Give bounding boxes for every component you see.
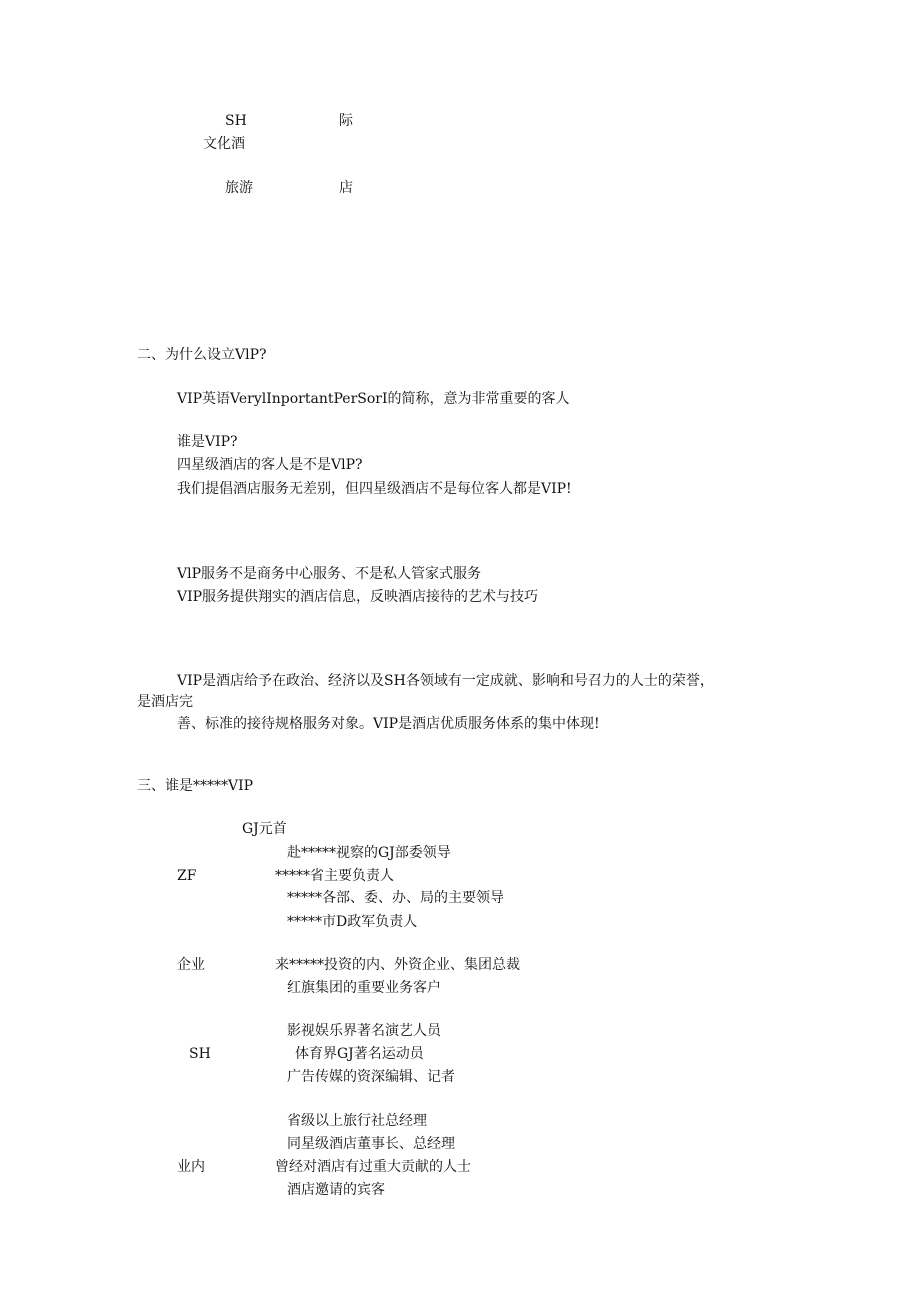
category-label-gov: ZF	[177, 868, 197, 884]
section-heading-why-vip: 二、为什么设立VlP?	[137, 347, 267, 363]
society-item: 广告传媒的资深编辑、记者	[287, 1069, 455, 1085]
question-who-is-vip: 谁是VIP?	[177, 434, 238, 450]
vip-paragraph-line-2: 是酒店完	[137, 694, 193, 710]
industry-item: 酒店邀请的宾客	[287, 1182, 385, 1198]
vip-paragraph-line-1: VIP是酒店给予在政治、经济以及SH各领域有一定成就、影响和号召力的人士的荣誉，	[177, 673, 714, 689]
category-label-society: SH	[189, 1046, 211, 1062]
gov-item: *****省主要负责人	[275, 868, 394, 884]
cover-text-sh: SH	[225, 113, 247, 129]
cover-text-tourism: 旅游	[225, 180, 253, 196]
question-four-star-guests: 四星级酒店的客人是不是VlP?	[177, 457, 363, 473]
industry-item: 省级以上旅行社总经理	[287, 1113, 427, 1129]
gov-item: 赴*****视察的GJ部委领导	[287, 845, 451, 861]
gov-item: *****各部、委、办、局的主要领导	[287, 890, 504, 906]
section-heading-who-is-vip: 三、谁是*****VIP	[137, 778, 254, 794]
vip-definition: VIP英语VerylInportantPerSorI的简称，意为非常重要的客人	[177, 391, 570, 407]
business-item: 红旗集团的重要业务客户	[287, 980, 441, 996]
cover-text-ji: 际	[339, 113, 353, 129]
business-item: 来*****投资的内、外资企业、集团总裁	[275, 957, 520, 973]
category-label-business: 企业	[177, 957, 205, 973]
industry-item: 曾经对酒店有过重大贡献的人士	[275, 1159, 471, 1175]
cover-text-culture-hotel: 文化酒	[203, 136, 245, 152]
vip-paragraph-line-3: 善、标准的接待规格服务对象。VIP是酒店优质服务体系的集中体现!	[177, 716, 600, 732]
statement-service-equality: 我们提倡酒店服务无差别，但四星级酒店不是每位客人都是VIP!	[177, 481, 572, 497]
vip-service-note-1: VlP服务不是商务中心服务、不是私人管家式服务	[177, 566, 482, 582]
society-item: 体育界GJ著名运动员	[295, 1046, 424, 1062]
gov-item: GJ元首	[242, 821, 287, 837]
vip-service-note-2: VIP服务提供翔实的酒店信息，反映酒店接待的艺术与技巧	[177, 589, 539, 605]
category-label-industry: 业内	[177, 1159, 205, 1175]
cover-text-dian: 店	[339, 180, 353, 196]
industry-item: 同星级酒店董事长、总经理	[287, 1136, 455, 1152]
society-item: 影视娱乐界著名演艺人员	[287, 1023, 441, 1039]
gov-item: *****市D政军负责人	[287, 914, 418, 930]
